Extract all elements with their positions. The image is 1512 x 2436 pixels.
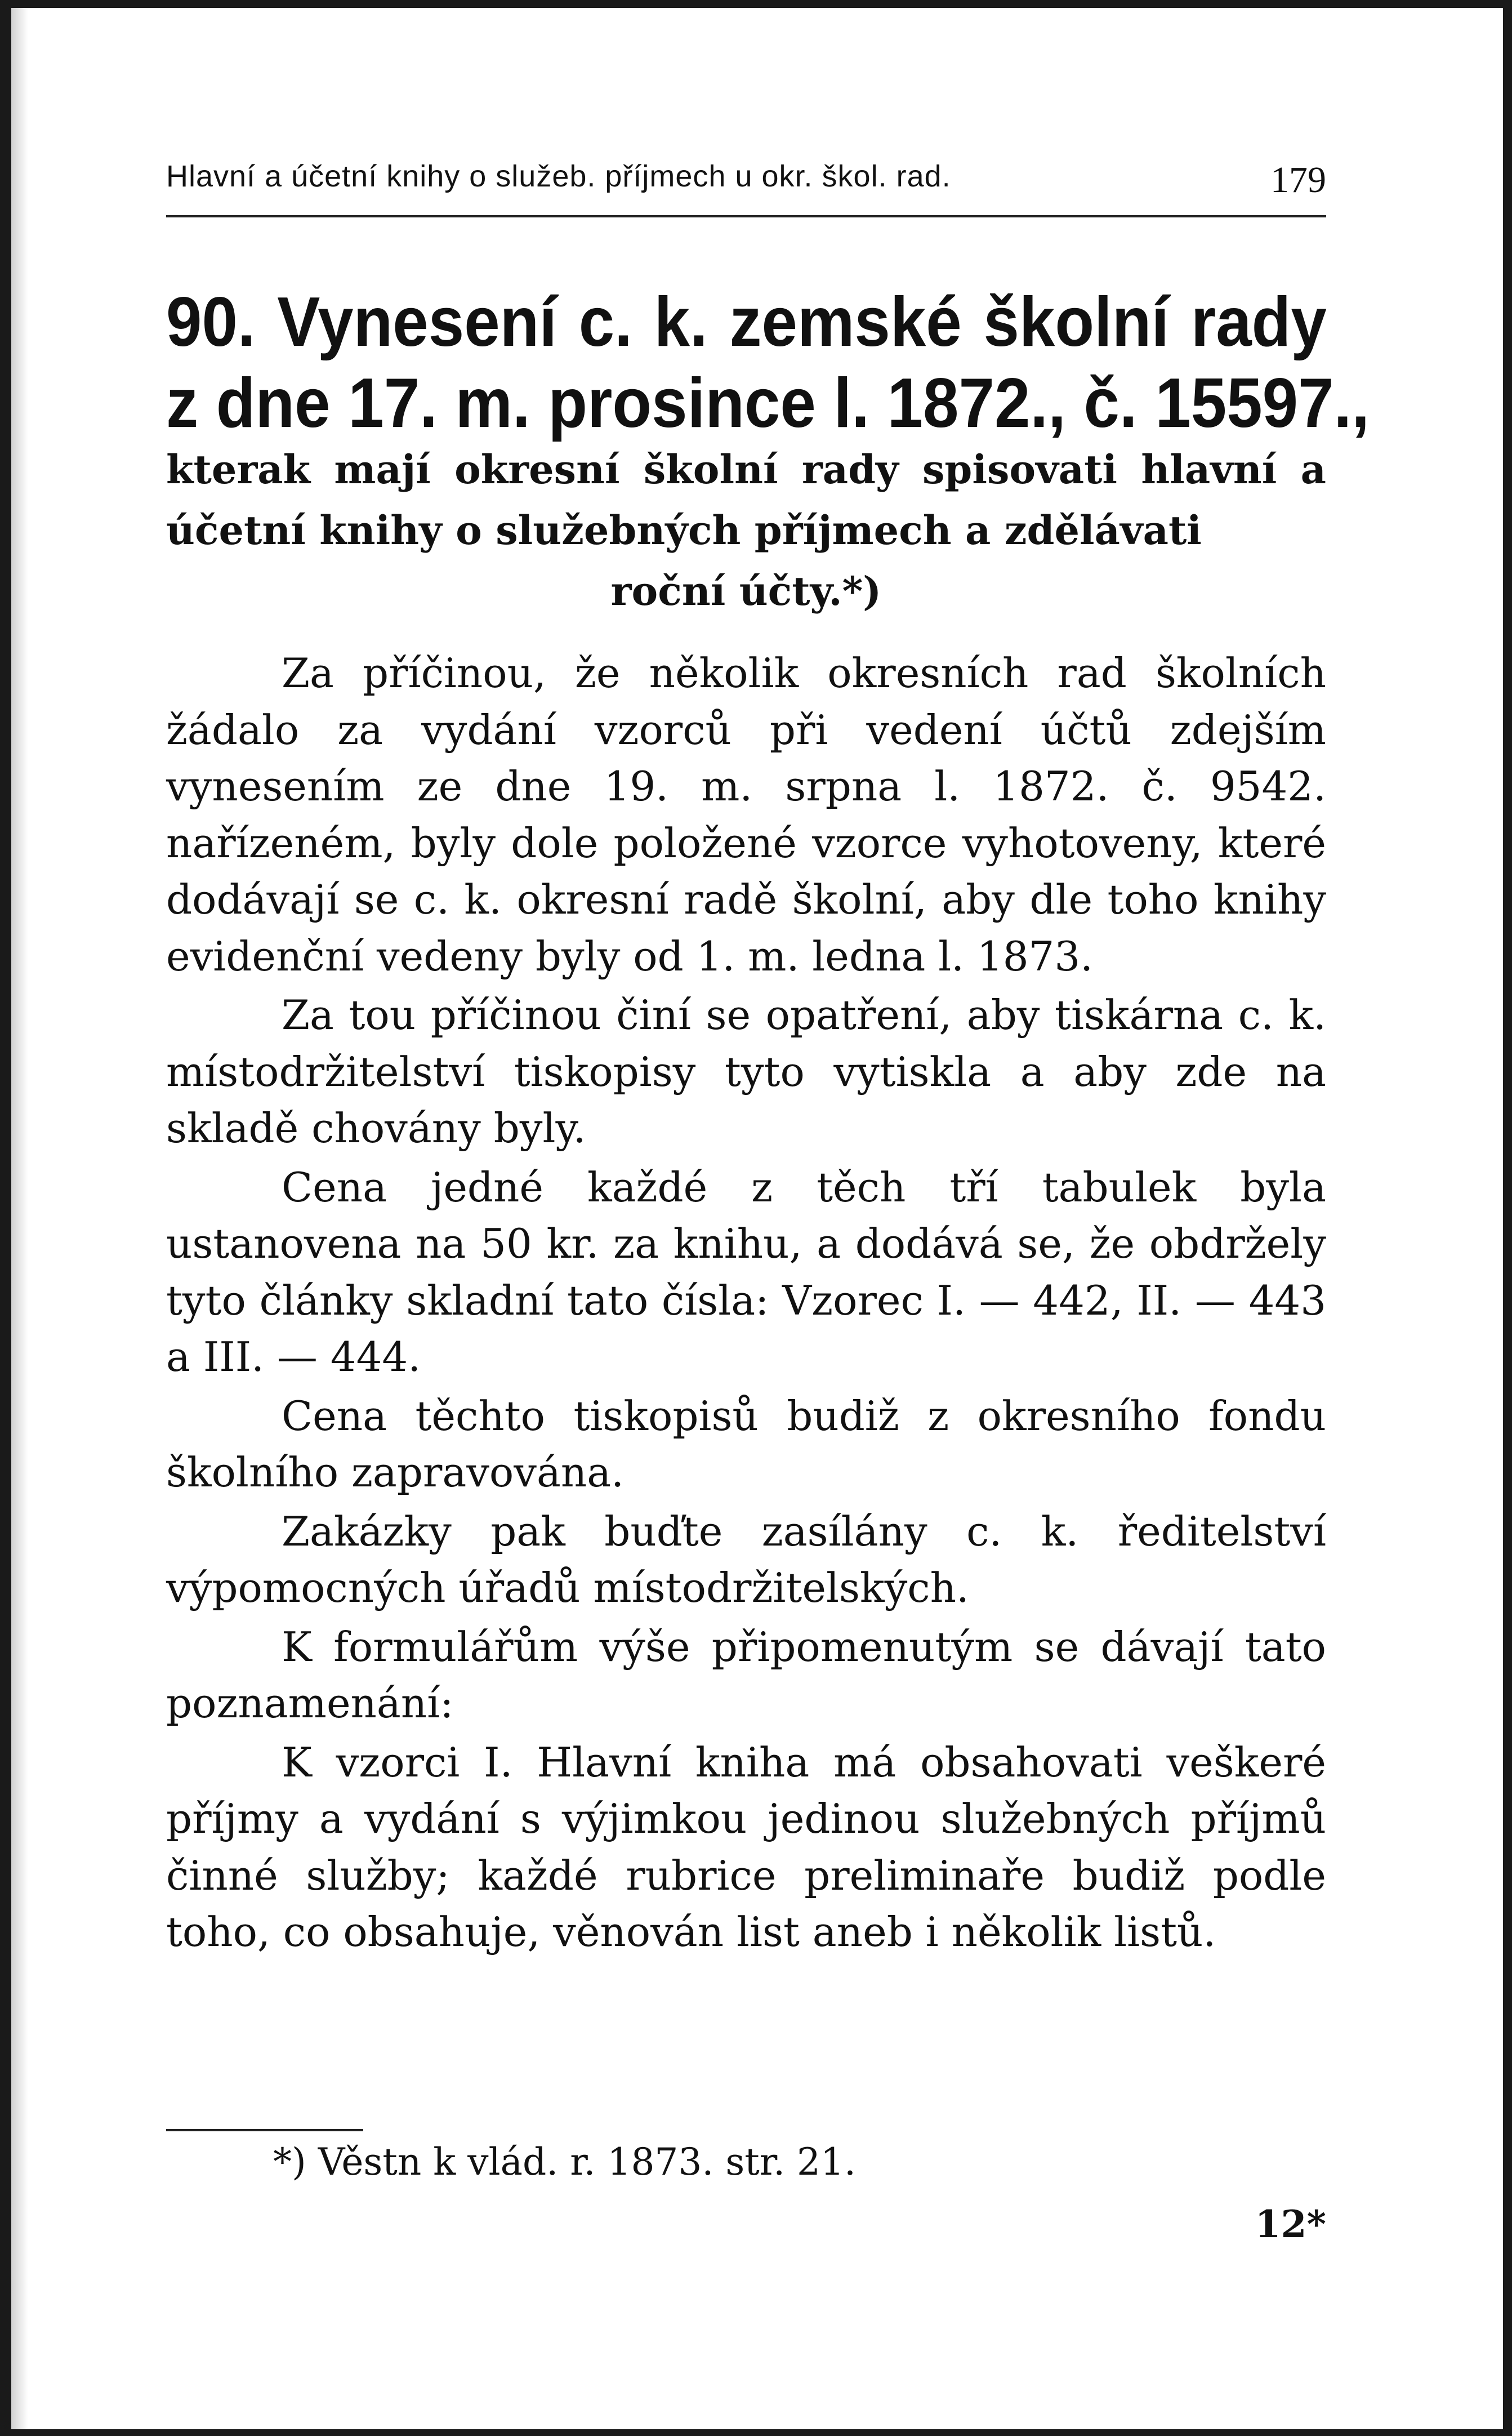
paragraph-3: Cena jedné každé z těch tří tabulek byla ustanovena na 50 kr. za knihu, a dodává se, že obdržely tyto články skladní tato čísla: Vzorec I. — 442, II. — 443 a III. — 444.	[166, 1163, 1326, 1380]
scan-frame-bottom	[0, 2429, 1512, 2436]
subtitle-main: kterak mají okresní školní rady spisovati hlavní a účetní knihy o služebných příjmech a zdělávati	[166, 446, 1326, 554]
title-line-1: 90. Vynesení c. k. zemské školní rady	[166, 283, 1327, 361]
scan-binding-shadow	[11, 8, 28, 2429]
document-title	[166, 282, 1370, 444]
title-line-2: z dne 17. m. prosince l. 1872., č. 15597.,	[166, 364, 1370, 442]
paragraph-2: Za tou příčinou činí se opatření, aby tiskárna c. k. místodržitelství tiskopisy tyto vytiskla a aby zde na skladě chovány byly.	[166, 991, 1326, 1152]
paragraph-4: Cena těchto tiskopisů budiž z okresního fondu školního zapravována.	[166, 1392, 1326, 1496]
page-number: 179	[1270, 159, 1326, 201]
scan-frame-top	[0, 0, 1512, 8]
header-rule	[166, 215, 1326, 217]
scan-frame-right	[1503, 0, 1512, 2436]
paragraph-7: K vzorci I. Hlavní kniha má obsahovati veškeré příjmy a vydání s výjimkou jedinou služebných příjmů činné služby; každé rubrice preliminaře budiž podle toho, co obsahuje, věnován list aneb i několik listů.	[166, 1738, 1326, 1956]
paragraph-5: Zakázky pak buďte zasílány c. k. ředitelství výpomocných úřadů místodržitelských.	[166, 1507, 1326, 1611]
document-subtitle	[166, 439, 1326, 622]
footnote: *) Věstn k vlád. r. 1873. str. 21.	[273, 2140, 856, 2184]
running-head-text: Hlavní a účetní knihy o služeb. příjmech u okr. škol. rad.	[166, 159, 951, 193]
running-head	[166, 159, 1326, 204]
body-text	[166, 645, 1326, 1961]
subtitle-last-line: roční účty.*)	[610, 568, 882, 614]
footnote-rule	[166, 2129, 363, 2131]
paragraph-6: K formulářům výše připomenutým se dávají tato poznamenání:	[166, 1623, 1326, 1727]
paragraph-1: Za příčinou, že několik okresních rad školních žádalo za vydání vzorců při vedení účtů zdejším vynesením ze dne 19. m. srpna l. 1872. č. 9542. nařízeném, byly dole položené vzorce vyhotoveny, které dodávají se c. k. okresní radě školní, aby dle toho knihy evidenční vedeny byly od 1. m. ledna l. 1873.	[166, 649, 1326, 980]
scan-frame-left	[0, 0, 11, 2436]
signature-mark: 12*	[1255, 2202, 1326, 2246]
